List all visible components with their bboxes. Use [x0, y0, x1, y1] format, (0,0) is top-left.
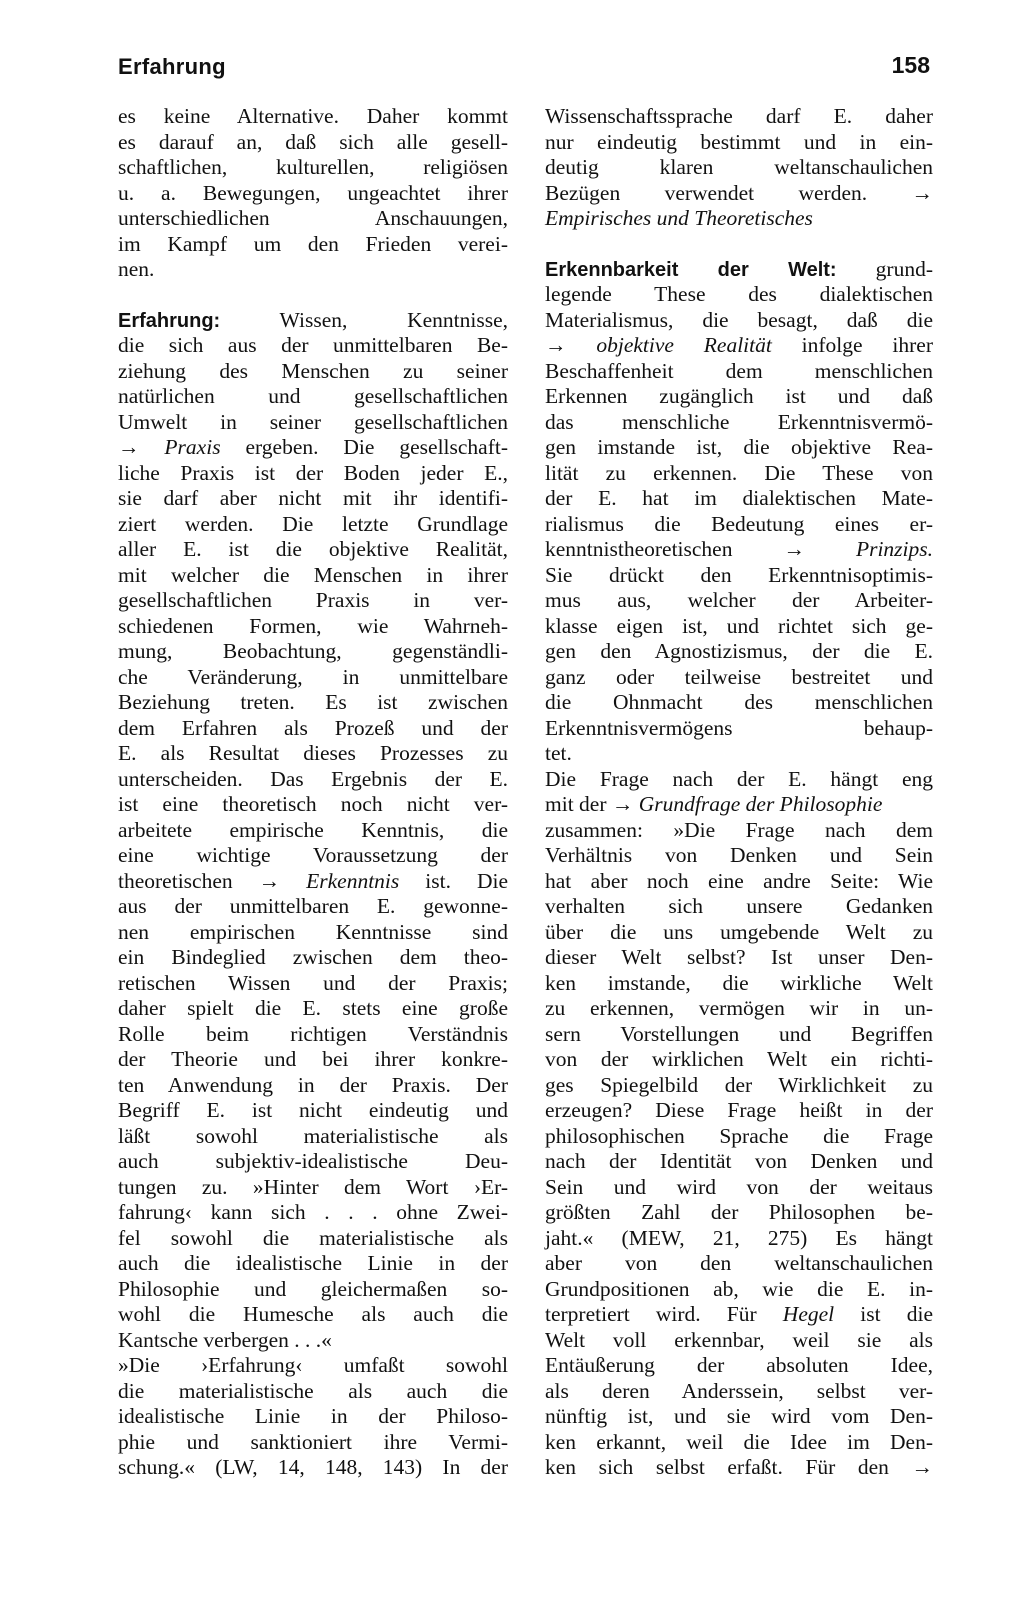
text-line: eine wichtige Voraussetzung der [118, 843, 508, 867]
text-line: Welt voll erkennbar, weil sie als [545, 1327, 933, 1352]
text-line: aller E. ist die objektive Realität, [118, 537, 508, 561]
text-line: ziehung des Menschen zu seiner [118, 358, 508, 383]
text-line: gen den Agnostizismus, der die E. [545, 639, 933, 663]
xref-prinzip[interactable]: Prinzips. [855, 537, 933, 561]
text-line: Materialismus, die besagt, daß die [545, 307, 933, 332]
text-line: fahrung‹ kann sich . . . ohne Zwei- [118, 1200, 508, 1224]
text-line: E. als Resultat dieses Prozesses zu [118, 741, 508, 765]
text-line: als deren Anderssein, selbst ver- [545, 1378, 933, 1403]
text-line: es keine Alternative. Daher kommt [118, 104, 508, 128]
text-line: deutig klaren weltanschaulichen [545, 155, 933, 179]
text-line: Rolle beim richtigen Verständnis [118, 1021, 508, 1046]
text-line: jaht.« (MEW, 21, 275) Es hängt [545, 1225, 933, 1250]
text-line: klasse eigen ist, und richtet sich ge- [545, 613, 933, 638]
text-fragment: mit der [545, 792, 612, 816]
text-line: im Kampf um den Frieden verei- [118, 231, 508, 256]
text-line: zusammen: »Die Frage nach dem [545, 817, 933, 842]
arrow-icon: → [611, 792, 634, 816]
text-line: der E. hat im dialektischen Mate- [545, 486, 933, 510]
text-line: mus aus, welcher der Arbeiter- [545, 588, 933, 612]
text-line: Erkennen zugänglich ist und daß [545, 384, 933, 408]
text-line: ten Anwendung in der Praxis. Der [118, 1072, 508, 1097]
text-line: legende These des dialektischen [545, 282, 933, 306]
text-line-with-arrow [545, 1455, 933, 1481]
text-line: lität zu erkennen. Die These von [545, 460, 933, 485]
text-line: dieser Welt selbst? Ist unser Den- [545, 945, 933, 969]
text-line: ken erkannt, weil die Idee im Den- [545, 1429, 933, 1454]
text-fragment: infolge ihrer [771, 333, 933, 357]
text-line: zu erkennen, vermögen wir in un- [545, 996, 933, 1020]
text-fragment: kenntnistheoretischen [545, 537, 784, 561]
text-line: tet. [545, 741, 572, 765]
entry-first-line [118, 308, 508, 334]
text-line: che Veränderung, in unmittelbare [118, 664, 508, 689]
text-line: Entäußerung der absoluten Idee, [545, 1353, 933, 1377]
right-column [545, 104, 933, 1481]
text-fragment: ken sich selbst erfaßt. Für den [545, 1455, 912, 1479]
text-fragment: ist. Die [399, 868, 509, 893]
text-line-with-xref [545, 537, 933, 563]
text-line: es darauf an, daß sich alle gesell- [118, 129, 508, 154]
text-line: aus der unmittelbaren E. gewonne- [118, 894, 508, 918]
entry-headword: Erkennbarkeit der Welt: [545, 258, 837, 281]
text-line: liche Praxis ist der Boden jeder E., [118, 460, 508, 485]
text-line: auch die idealistische Linie in der [118, 1251, 508, 1275]
text-line: idealistische Linie in der Philoso- [118, 1404, 508, 1428]
text-line: sie darf aber nicht mit ihr identifi- [118, 486, 508, 510]
text-line: rialismus die Bedeutung eines er- [545, 511, 933, 536]
text-line: ganz oder teilweise bestreitet und [545, 664, 933, 689]
text-line: die materialistische als auch die [118, 1378, 508, 1403]
text-line-with-arrow [545, 181, 933, 207]
text-line: ist eine theoretisch noch nicht ver- [118, 792, 508, 816]
text-line: nach der Identität von Denken und [545, 1149, 933, 1173]
text-line: daher spielt die E. stets eine große [118, 996, 508, 1020]
text-line: Erkenntnisvermögens behaup- [545, 715, 933, 740]
entry-headword: Erfahrung: [118, 309, 221, 332]
text-line: fel sowohl die materialistische als [118, 1225, 508, 1250]
text-line: von der wirklichen Welt ein richti- [545, 1047, 933, 1071]
text-line: nünftig ist, und sie wird vom Den- [545, 1404, 933, 1428]
text-line: retischen Wissen und der Praxis; [118, 970, 508, 995]
text-line: ges Spiegelbild der Wirklichkeit zu [545, 1072, 933, 1097]
text-line: Beziehung treten. Es ist zwischen [118, 690, 508, 714]
left-column [118, 104, 508, 1481]
text-line: Philosophie und gleichermaßen so- [118, 1276, 508, 1301]
text-line: ein Bindeglied zwischen dem theo- [118, 945, 508, 969]
text-line-with-xref [545, 333, 933, 359]
running-head: Erfahrung [118, 54, 226, 79]
xref-line [545, 206, 933, 232]
text-line: sern Vorstellungen und Begriffen [545, 1021, 933, 1046]
text-line: Die Frage nach der E. hängt eng [545, 766, 933, 791]
text-line: Sie drückt den Erkenntnisoptimis- [545, 562, 933, 587]
xref-empirisches-und-theoretisches[interactable]: Empirisches und Theoretisches [545, 206, 813, 230]
xref-objektive-realitaet[interactable]: objektive Realität [596, 333, 772, 357]
text-line: läßt sowohl materialistische als [118, 1123, 508, 1148]
text-line: größten Zahl der Philosophen be- [545, 1200, 933, 1224]
text-fragment: terpretiert wird. Für [545, 1302, 783, 1326]
entry-first-line [545, 257, 933, 283]
text-line: natürlichen und gesellschaftlichen [118, 384, 508, 408]
arrow-icon: → [545, 333, 567, 357]
text-line-with-xref [118, 435, 508, 461]
text-fragment: Wissen, Kenntnisse, [220, 307, 508, 332]
text-line: »Die ›Erfahrung‹ umfaßt sowohl [118, 1353, 508, 1377]
xref-grundfrage-der-philosophie[interactable]: Grundfrage der Philosophie [638, 792, 883, 816]
text-line: schaftlichen, kulturellen, religiösen [118, 155, 508, 179]
arrow-icon: → [118, 435, 140, 459]
text-line: philosophischen Sprache die Frage [545, 1123, 933, 1148]
text-line: nen. [118, 257, 155, 281]
text-line-with-name [545, 1302, 933, 1328]
text-fragment: Bezügen verwendet werden. [545, 180, 912, 205]
xref-praxis[interactable]: Praxis [164, 435, 221, 459]
text-line: auch subjektiv-idealistische Deu- [118, 1149, 508, 1173]
xref-erkenntnis[interactable]: Erkenntnis [306, 868, 400, 893]
text-line: gesellschaftlichen Praxis in ver- [118, 588, 508, 612]
text-line: verhalten sich unsere Gedanken [545, 894, 933, 918]
text-line: das menschliche Erkenntnisvermö- [545, 409, 933, 434]
text-line: mung, Beobachtung, gegenständli- [118, 639, 508, 663]
text-line: über die uns umgebende Welt zu [545, 919, 933, 944]
text-fragment: ergeben. Die gesellschaft- [220, 435, 509, 459]
text-line: hat aber noch eine andre Seite: Wie [545, 868, 933, 893]
text-line: nen empirischen Kenntnisse sind [118, 919, 508, 944]
text-line: Kantsche verbergen . . .« [118, 1327, 332, 1352]
text-line: schiedenen Formen, wie Wahrneh- [118, 613, 508, 638]
text-line: die Ohnmacht des menschlichen [545, 690, 933, 714]
text-line: Grundpositionen ab, wie die E. in- [545, 1276, 933, 1301]
arrow-icon: → [911, 180, 933, 205]
entry-separator [118, 283, 508, 308]
text-line: arbeitete empirische Kenntnis, die [118, 817, 508, 842]
text-fragment: grund- [836, 256, 933, 281]
text-fragment: ist die [834, 1302, 933, 1326]
arrow-icon: → [258, 868, 281, 893]
text-line-with-xref [118, 869, 508, 895]
person-name-hegel: Hegel [782, 1302, 835, 1326]
text-line: wohl die Humesche als auch die [118, 1302, 508, 1326]
text-line: Wissenschaftssprache darf E. daher [545, 104, 933, 128]
text-line: der Theorie und bei ihrer konkre- [118, 1047, 508, 1071]
text-line: Verhältnis von Denken und Sein [545, 843, 933, 867]
text-line: Umwelt in seiner gesellschaftlichen [118, 409, 508, 434]
arrow-icon: → [911, 1455, 933, 1479]
text-line: nur eindeutig bestimmt und in ein- [545, 129, 933, 154]
text-line: ken imstande, die wirkliche Welt [545, 970, 933, 995]
text-line: aber von den weltanschaulichen [545, 1251, 933, 1275]
text-line: dem Erfahren als Prozeß und der [118, 715, 508, 740]
text-line: tungen zu. »Hinter dem Wort ›Er- [118, 1174, 508, 1199]
text-line: mit welcher die Menschen in ihrer [118, 562, 508, 587]
text-line: schung.« (LW, 14, 148, 143) In der [118, 1455, 508, 1479]
text-line: Sein und wird von der weitaus [545, 1174, 933, 1199]
text-line: unterschiedlichen Anschauungen, [118, 206, 508, 230]
page-number: 158 [891, 52, 930, 78]
entry-separator [545, 232, 933, 257]
text-line: u. a. Bewegungen, ungeachtet ihrer [118, 180, 508, 205]
text-line: phie und sanktioniert ihre Vermi- [118, 1429, 508, 1454]
text-line: gen imstande ist, die objektive Rea- [545, 435, 933, 459]
text-line: Beschaffenheit dem menschlichen [545, 358, 933, 383]
arrow-icon: → [783, 537, 805, 561]
text-fragment: theoretischen [118, 868, 259, 893]
text-line: unterscheiden. Das Ergebnis der E. [118, 766, 508, 791]
text-line: ziert werden. Die letzte Grundlage [118, 511, 508, 536]
text-line-with-xref [545, 792, 933, 818]
text-line: die sich aus der unmittelbaren Be- [118, 333, 508, 357]
text-line: Begriff E. ist nicht eindeutig und [118, 1098, 508, 1122]
text-line: erzeugen? Diese Frage heißt in der [545, 1098, 933, 1122]
